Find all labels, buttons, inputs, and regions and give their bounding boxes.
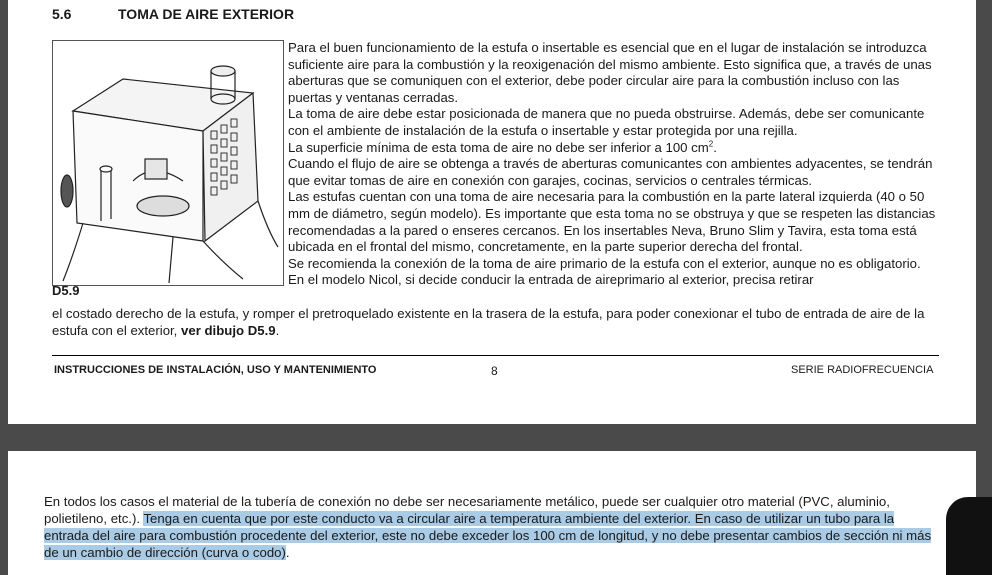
page-2-body-text [44,493,934,561]
paragraph-pipe-material: En todos los casos el material de la tubería de conexión no debe ser necesariamente metálico, puede ser cualquier otro material (PVC, aluminio, polietileno, etc.). [44,494,890,526]
period: . [713,139,717,155]
document-page-1 [8,0,976,424]
stove-line-drawing [53,41,283,285]
paragraph-continuation: el costado derecho de la estufa, y romper el pretroquelado existente en la trasera de la estufa, para poder conexionar el tubo de entrada de aire de la estufa con el exterior, [52,306,925,338]
paragraph-ventilation: Para el buen funcionamiento de la estufa o insertable es esencial que en el lugar de instalación se introduzca suficiente aire para la combustión y la reoxigenación del mismo ambiente. Esto significa que, a través de unas aberturas que se comuniquen con el exterior, debe poder circular aire para la combustión incluso con las puertas y ventanas cerradas. [288,40,932,105]
superscript-squared: 2 [708,139,714,149]
body-text-right-column [288,40,940,289]
footer-divider [52,355,939,356]
figure-label: D5.9 [52,283,80,298]
highlighted-text-selection[interactable]: Tenga en cuenta que por este conducto va a circular aire a temperatura ambiente del exterior. En caso de utilizar un tubo para la entrada del aire para combustión procedente del exterior, este no debe exceder los 100 cm de longitud, y no debe presentar cambios de sección ni más de un cambio de dirección (curva o codo) [44,511,932,560]
scroll-overlay-corner [946,497,992,575]
paragraph-adjacent-rooms: Cuando el flujo de aire se obtenga a través de aberturas comunicantes con ambientes adyacentes, se tendrán que evitar tomas de aire en conexión con garajes, cocinas, servicios o centrales térmicas. [288,156,933,188]
paragraph-recommendation: Se recomienda la conexión de la toma de aire primario de la estufa con el exterior, aunque no es obligatorio. En el modelo Nicol, si decide conducir la entrada de aireprimario al exterior, precisa retirar [288,255,921,288]
period: . [285,545,290,560]
section-title: TOMA DE AIRE EXTERIOR [118,6,295,22]
paragraph-minimum-surface: La superficie mínima de esta toma de aire no debe ser inferior a 100 cm [288,139,709,155]
footer-manual-title: INSTRUCCIONES DE INSTALACIÓN, USO Y MANTENIMIENTO [54,364,377,376]
footer-series: SERIE RADIOFRECUENCIA [791,364,934,376]
period: . [275,322,280,338]
body-text-full-width [52,306,940,339]
paragraph-lateral-intake: Las estufas cuentan con una toma de aire necesaria para la combustión en la parte lateral izquierda (40 o 50 mm de diámetro, según modelo). Es importante que esta toma no se obstruya y que se respeten las distancias recomendadas a la pared o enseres cercanos. En los insertables Neva, Bruno Slim y Tavira, esta toma está ubicada en el frontal del mismo, concretamente, en la parte superior derecha del frontal. [288,189,936,255]
footer-page-number: 8 [491,364,498,378]
stove-diagram-figure [52,40,284,286]
section-number: 5.6 [52,6,72,22]
figure-reference: ver dibujo D5.9 [181,322,276,338]
paragraph-air-intake-position: La toma de aire debe estar posicionada de manera que no pueda obstruirse. Además, debe ser comunicante con el ambiente de instalación de la estufa o insertable y estar protegida por una rejilla. [288,106,925,138]
